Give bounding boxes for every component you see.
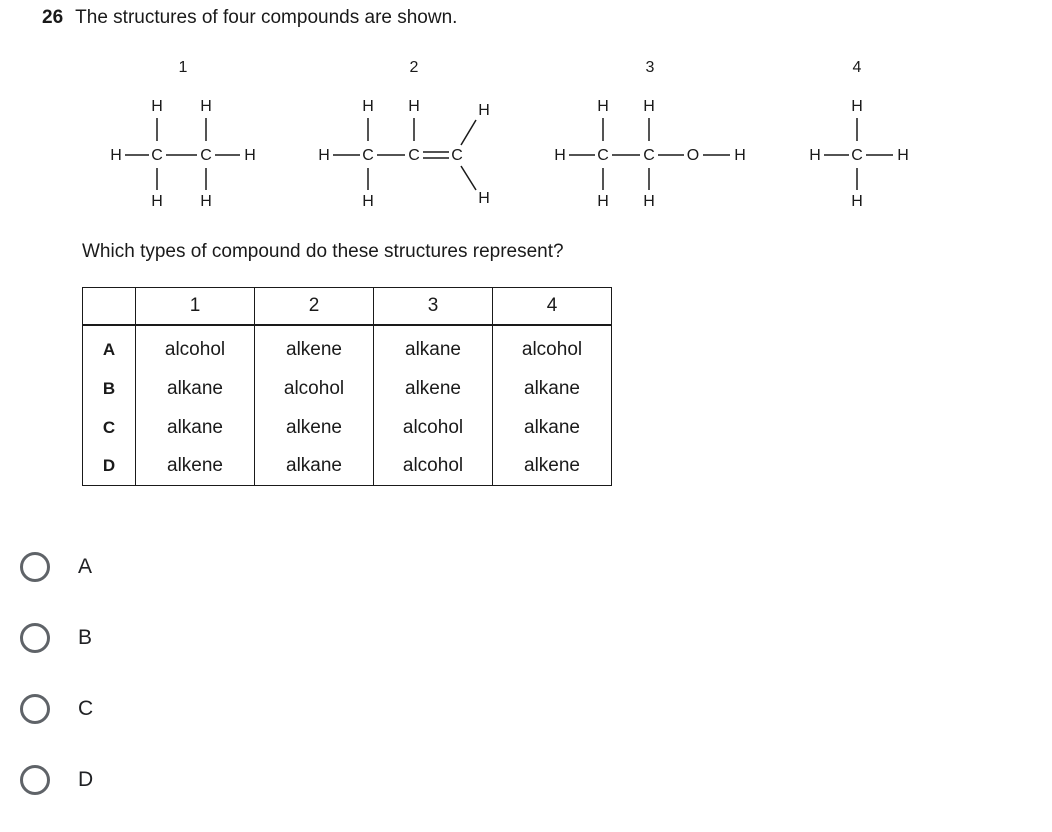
atom-h: H xyxy=(643,193,655,210)
answer-options xyxy=(20,548,93,832)
option-a[interactable] xyxy=(20,548,93,586)
table-header-cell: 3 xyxy=(374,288,493,326)
structure-2 xyxy=(318,98,490,210)
atom-h: H xyxy=(362,193,374,210)
table-cell: alcohol xyxy=(374,447,493,486)
atom-h: H xyxy=(597,193,609,210)
table-row xyxy=(83,408,612,447)
bond xyxy=(461,166,476,190)
table-cell: alkane xyxy=(374,325,493,369)
atom-h: H xyxy=(734,147,746,164)
atom-c: C xyxy=(597,147,609,164)
atom-h: H xyxy=(110,147,122,164)
atom-h: H xyxy=(597,98,609,115)
atom-h: H xyxy=(244,147,256,164)
table-cell: alkane xyxy=(493,408,612,447)
structure-label-4: 4 xyxy=(852,59,862,76)
table-row xyxy=(83,369,612,408)
atom-h: H xyxy=(851,98,863,115)
atom-h: H xyxy=(362,98,374,115)
atom-h: H xyxy=(408,98,420,115)
atom-h: H xyxy=(151,193,163,210)
table-cell: alkane xyxy=(255,447,374,486)
atom-h: H xyxy=(897,147,909,164)
radio-button-c[interactable] xyxy=(20,694,50,724)
atom-h: H xyxy=(851,193,863,210)
table-row xyxy=(83,447,612,486)
option-d[interactable] xyxy=(20,761,93,799)
atom-h: H xyxy=(809,147,821,164)
atom-h: H xyxy=(200,193,212,210)
bond xyxy=(461,120,476,145)
option-b[interactable] xyxy=(20,619,93,657)
structure-3 xyxy=(554,98,746,210)
table-cell: alkane xyxy=(136,408,255,447)
structures-svg xyxy=(0,0,1052,240)
question-prompt: Which types of compound do these structures represent? xyxy=(82,241,564,262)
table-cell: alkene xyxy=(255,325,374,369)
table-cell: alkene xyxy=(493,447,612,486)
row-letter: A xyxy=(83,325,136,369)
option-label[interactable]: A xyxy=(78,555,93,578)
atom-h: H xyxy=(200,98,212,115)
radio-button-b[interactable] xyxy=(20,623,50,653)
atom-h: H xyxy=(478,102,490,119)
atom-c: C xyxy=(151,147,163,164)
atom-c: C xyxy=(408,147,420,164)
table-cell: alkene xyxy=(374,369,493,408)
table-cell: alcohol xyxy=(255,369,374,408)
table-cell: alkene xyxy=(136,447,255,486)
table-header-cell: 4 xyxy=(493,288,612,326)
atom-h: H xyxy=(318,147,330,164)
structure-label-1: 1 xyxy=(178,59,188,76)
structure-label-2: 2 xyxy=(409,59,419,76)
table-cell: alkane xyxy=(493,369,612,408)
question-stem: The structures of four compounds are shown. xyxy=(75,7,458,28)
table-cell: alcohol xyxy=(136,325,255,369)
structure-4 xyxy=(809,98,909,210)
table-header-cell xyxy=(83,288,136,326)
row-letter: C xyxy=(83,408,136,447)
table-cell: alkene xyxy=(255,408,374,447)
table-cell: alcohol xyxy=(374,408,493,447)
radio-button-d[interactable] xyxy=(20,765,50,795)
option-label[interactable]: C xyxy=(78,697,94,720)
atom-c: C xyxy=(643,147,655,164)
atom-c: C xyxy=(451,147,463,164)
structure-1 xyxy=(110,98,256,210)
atom-o: O xyxy=(686,147,700,164)
table-cell: alkane xyxy=(136,369,255,408)
table-header-cell: 1 xyxy=(136,288,255,326)
atom-h: H xyxy=(643,98,655,115)
atom-h: H xyxy=(554,147,566,164)
radio-button-a[interactable] xyxy=(20,552,50,582)
row-letter: B xyxy=(83,369,136,408)
atom-c: C xyxy=(362,147,374,164)
answer-table xyxy=(82,287,612,486)
option-label[interactable]: B xyxy=(78,626,93,649)
atom-c: C xyxy=(851,147,863,164)
structure-label-3: 3 xyxy=(645,59,655,76)
atom-h: H xyxy=(151,98,163,115)
option-label[interactable]: D xyxy=(78,768,94,791)
question-number: 26 xyxy=(42,7,64,28)
row-letter: D xyxy=(83,447,136,486)
structures-diagram xyxy=(0,0,1052,240)
table-row xyxy=(83,325,612,369)
atom-h: H xyxy=(478,190,490,207)
table-header-row xyxy=(83,288,612,326)
option-c[interactable] xyxy=(20,690,93,728)
table-cell: alcohol xyxy=(493,325,612,369)
atom-c: C xyxy=(200,147,212,164)
table-header-cell: 2 xyxy=(255,288,374,326)
